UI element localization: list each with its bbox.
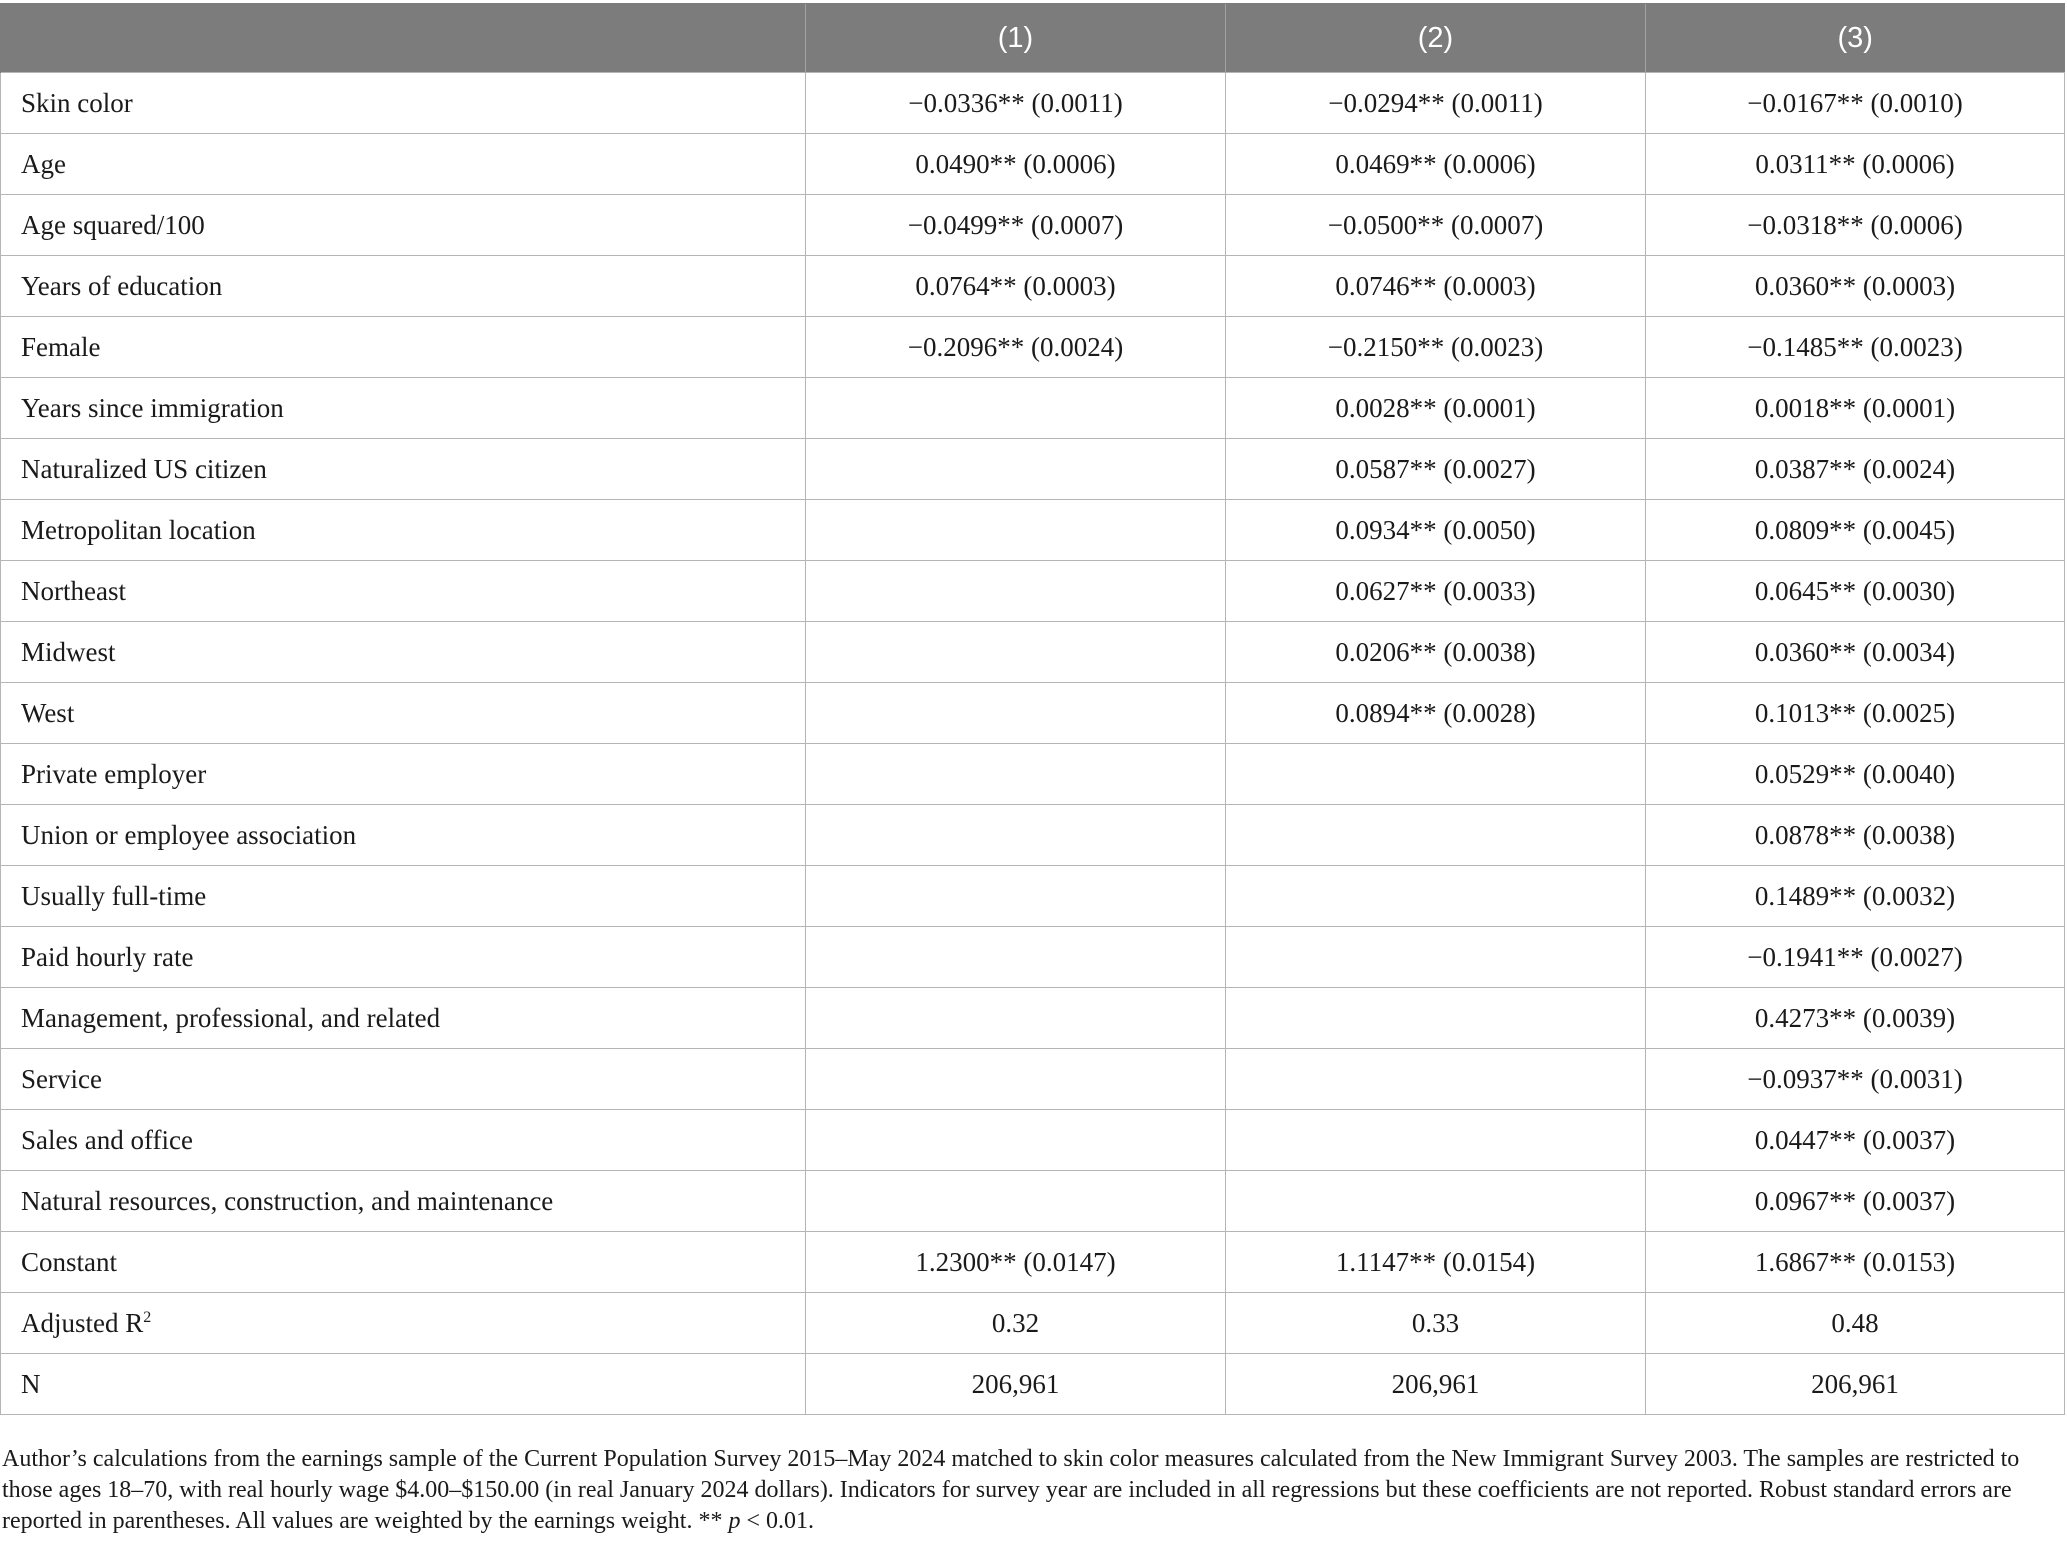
cell-model-2 — [1226, 805, 1646, 866]
table-footnote — [2, 1444, 2064, 1537]
cell-model-2: 0.0587** (0.0027) — [1226, 439, 1646, 500]
cell-model-3: −0.1485** (0.0023) — [1646, 317, 2065, 378]
row-label: Age — [1, 134, 806, 195]
cell-model-2: 206,961 — [1226, 1354, 1646, 1415]
header-cell-model-2: (2) — [1226, 4, 1646, 73]
row-label: Age squared/100 — [1, 195, 806, 256]
cell-model-1 — [806, 1171, 1226, 1232]
row-label: Years of education — [1, 256, 806, 317]
row-label: Usually full-time — [1, 866, 806, 927]
row-label — [1, 1293, 806, 1354]
cell-model-2 — [1226, 1110, 1646, 1171]
row-label: Service — [1, 1049, 806, 1110]
cell-model-3: 1.6867** (0.0153) — [1646, 1232, 2065, 1293]
cell-model-2: 0.0894** (0.0028) — [1226, 683, 1646, 744]
cell-model-3: 0.0529** (0.0040) — [1646, 744, 2065, 805]
cell-model-2: −0.2150** (0.0023) — [1226, 317, 1646, 378]
table-row — [1, 866, 2065, 927]
table-row — [1, 1171, 2065, 1232]
table-row-n — [1, 1354, 2065, 1415]
cell-model-1 — [806, 1049, 1226, 1110]
r2-superscript: 2 — [143, 1308, 152, 1326]
cell-model-1: 0.32 — [806, 1293, 1226, 1354]
cell-model-1 — [806, 622, 1226, 683]
cell-model-1 — [806, 500, 1226, 561]
table-row — [1, 378, 2065, 439]
cell-model-1 — [806, 805, 1226, 866]
table-row — [1, 439, 2065, 500]
cell-model-3: 206,961 — [1646, 1354, 2065, 1415]
cell-model-1 — [806, 988, 1226, 1049]
cell-model-2: −0.0500** (0.0007) — [1226, 195, 1646, 256]
table-row — [1, 561, 2065, 622]
cell-model-1: −0.0499** (0.0007) — [806, 195, 1226, 256]
header-cell-model-3: (3) — [1646, 4, 2065, 73]
cell-model-2: 0.33 — [1226, 1293, 1646, 1354]
table-row — [1, 622, 2065, 683]
cell-model-2 — [1226, 744, 1646, 805]
cell-model-3: 0.0360** (0.0003) — [1646, 256, 2065, 317]
table-row — [1, 134, 2065, 195]
cell-model-3: 0.0809** (0.0045) — [1646, 500, 2065, 561]
cell-model-1: 1.2300** (0.0147) — [806, 1232, 1226, 1293]
row-label: Northeast — [1, 561, 806, 622]
table-row — [1, 1049, 2065, 1110]
cell-model-3: 0.48 — [1646, 1293, 2065, 1354]
table-row-adjusted-r2 — [1, 1293, 2065, 1354]
row-label: N — [1, 1354, 806, 1415]
table-row — [1, 683, 2065, 744]
cell-model-2 — [1226, 1171, 1646, 1232]
cell-model-1 — [806, 439, 1226, 500]
table-row — [1, 1232, 2065, 1293]
cell-model-1 — [806, 866, 1226, 927]
cell-model-1 — [806, 683, 1226, 744]
cell-model-1: 0.0490** (0.0006) — [806, 134, 1226, 195]
cell-model-3: 0.4273** (0.0039) — [1646, 988, 2065, 1049]
row-label: Management, professional, and related — [1, 988, 806, 1049]
row-label: Paid hourly rate — [1, 927, 806, 988]
cell-model-3: 0.0447** (0.0037) — [1646, 1110, 2065, 1171]
cell-model-3: −0.1941** (0.0027) — [1646, 927, 2065, 988]
table-row — [1, 805, 2065, 866]
row-label: Private employer — [1, 744, 806, 805]
cell-model-2: 0.0934** (0.0050) — [1226, 500, 1646, 561]
regression-table — [0, 3, 2065, 1415]
table-row — [1, 256, 2065, 317]
cell-model-2: 0.0206** (0.0038) — [1226, 622, 1646, 683]
cell-model-2 — [1226, 1049, 1646, 1110]
cell-model-2 — [1226, 927, 1646, 988]
cell-model-1 — [806, 1110, 1226, 1171]
header-row — [1, 4, 2065, 73]
cell-model-3: 0.0018** (0.0001) — [1646, 378, 2065, 439]
cell-model-1: −0.2096** (0.0024) — [806, 317, 1226, 378]
regression-table-container — [0, 3, 2064, 1415]
cell-model-2: 1.1147** (0.0154) — [1226, 1232, 1646, 1293]
cell-model-3: 0.0645** (0.0030) — [1646, 561, 2065, 622]
table-header — [1, 4, 2065, 73]
row-label: Metropolitan location — [1, 500, 806, 561]
table-row — [1, 744, 2065, 805]
row-label: Midwest — [1, 622, 806, 683]
row-label: Union or employee association — [1, 805, 806, 866]
row-label: Naturalized US citizen — [1, 439, 806, 500]
cell-model-2: 0.0627** (0.0033) — [1226, 561, 1646, 622]
cell-model-2: 0.0028** (0.0001) — [1226, 378, 1646, 439]
cell-model-2 — [1226, 988, 1646, 1049]
table-body — [1, 73, 2065, 1415]
cell-model-3: 0.0387** (0.0024) — [1646, 439, 2065, 500]
cell-model-2: 0.0469** (0.0006) — [1226, 134, 1646, 195]
header-cell-label — [1, 4, 806, 73]
cell-model-3: 0.1013** (0.0025) — [1646, 683, 2065, 744]
cell-model-2 — [1226, 866, 1646, 927]
cell-model-1: 0.0764** (0.0003) — [806, 256, 1226, 317]
cell-model-1 — [806, 744, 1226, 805]
table-row — [1, 195, 2065, 256]
cell-model-2: −0.0294** (0.0011) — [1226, 73, 1646, 134]
cell-model-1 — [806, 378, 1226, 439]
header-cell-model-1: (1) — [806, 4, 1226, 73]
footnote-p-symbol: p — [728, 1508, 741, 1534]
cell-model-3: 0.0878** (0.0038) — [1646, 805, 2065, 866]
cell-model-1: −0.0336** (0.0011) — [806, 73, 1226, 134]
table-row — [1, 927, 2065, 988]
cell-model-3: 0.0360** (0.0034) — [1646, 622, 2065, 683]
row-label: Skin color — [1, 73, 806, 134]
table-row — [1, 1110, 2065, 1171]
r2-label-text: Adjusted R — [21, 1307, 144, 1338]
cell-model-2: 0.0746** (0.0003) — [1226, 256, 1646, 317]
row-label: Female — [1, 317, 806, 378]
cell-model-1: 206,961 — [806, 1354, 1226, 1415]
cell-model-3: 0.0967** (0.0037) — [1646, 1171, 2065, 1232]
cell-model-3: −0.0318** (0.0006) — [1646, 195, 2065, 256]
cell-model-3: −0.0937** (0.0031) — [1646, 1049, 2065, 1110]
footnote-p-value: < 0.01. — [740, 1508, 814, 1534]
cell-model-3: −0.0167** (0.0010) — [1646, 73, 2065, 134]
cell-model-3: 0.0311** (0.0006) — [1646, 134, 2065, 195]
row-label: Constant — [1, 1232, 806, 1293]
footnote-text: Author’s calculations from the earnings sample of the Current Population Survey 2015–May 2024 matched to skin color measures calculated from the New Immigrant Survey 2003. The samples are restricted to those ages 18–70, with real hourly wage $4.00–$150.00 (in real January 2024 dollars). Indicators for survey year are included in all regressions but these coefficients are not reported. Robust standard errors are reported in parentheses. All values are weighted by the earnings weight. ** — [2, 1446, 2020, 1534]
cell-model-1 — [806, 561, 1226, 622]
table-row — [1, 317, 2065, 378]
cell-model-1 — [806, 927, 1226, 988]
table-row — [1, 988, 2065, 1049]
row-label: Natural resources, construction, and maintenance — [1, 1171, 806, 1232]
row-label: Sales and office — [1, 1110, 806, 1171]
table-row — [1, 73, 2065, 134]
cell-model-3: 0.1489** (0.0032) — [1646, 866, 2065, 927]
row-label: Years since immigration — [1, 378, 806, 439]
table-row — [1, 500, 2065, 561]
row-label: West — [1, 683, 806, 744]
